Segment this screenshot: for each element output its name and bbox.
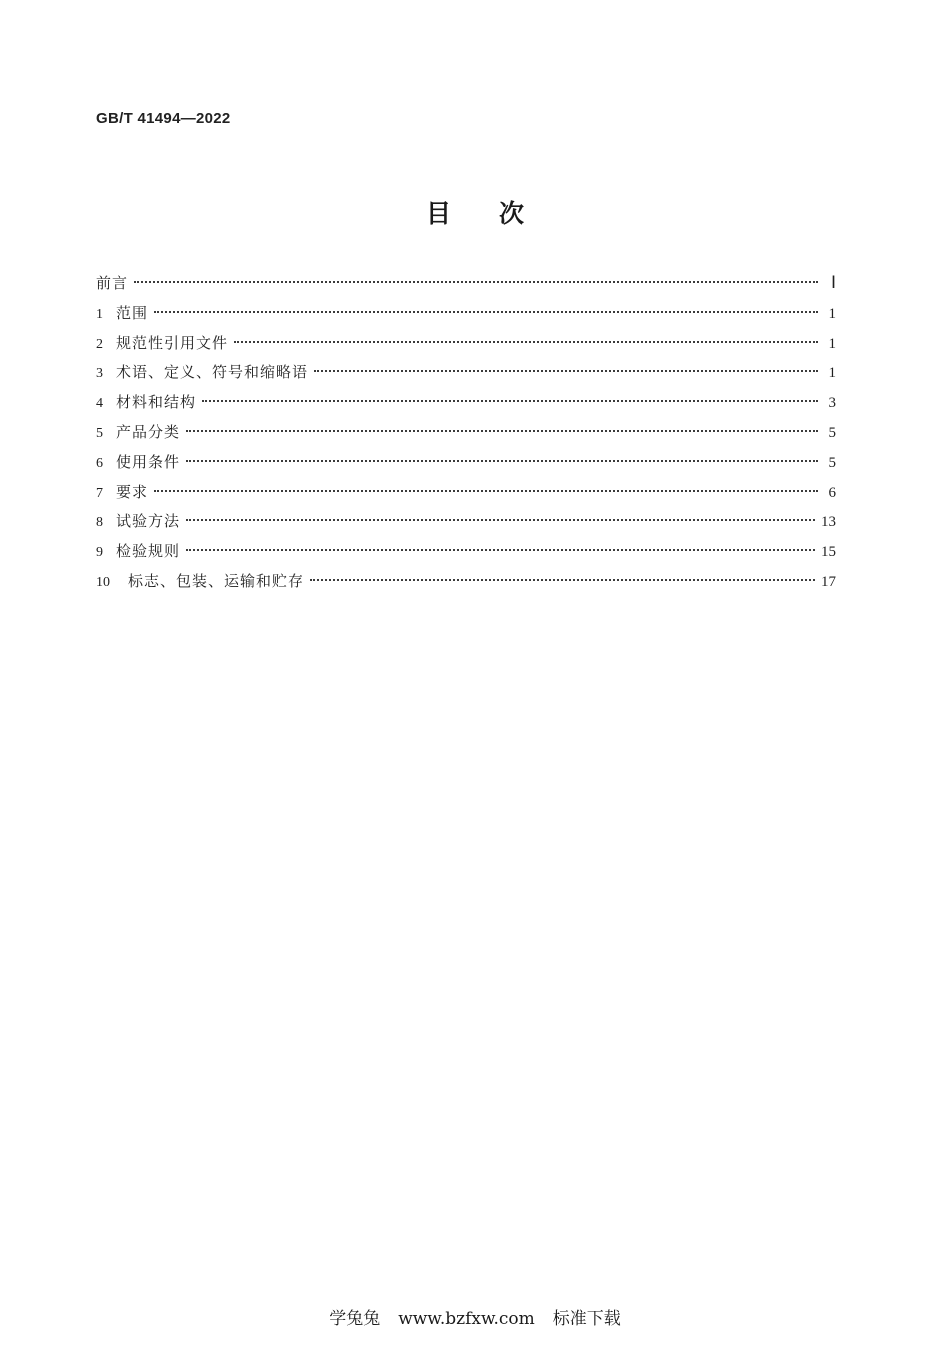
toc-leader-dots bbox=[234, 341, 818, 343]
toc-section-number: 9 bbox=[96, 545, 103, 561]
toc-page-number: 5 bbox=[828, 454, 836, 471]
footer-site-name: 学兔兔 bbox=[329, 1309, 381, 1329]
toc-label: 规范性引用文件 bbox=[116, 333, 229, 352]
toc-page-number: 3 bbox=[828, 395, 836, 412]
toc-leader-dots bbox=[310, 579, 815, 581]
toc-page-number: 15 bbox=[821, 544, 836, 561]
toc-entry-7[interactable] bbox=[96, 481, 836, 511]
toc-entry-1[interactable] bbox=[96, 302, 836, 332]
toc-entry-9[interactable] bbox=[96, 540, 836, 570]
toc-section-number: 8 bbox=[96, 515, 103, 531]
toc-leader-dots bbox=[186, 549, 815, 551]
toc-section-number: 7 bbox=[96, 485, 103, 501]
toc-label: 产品分类 bbox=[116, 422, 181, 441]
toc-entry-4[interactable] bbox=[96, 391, 836, 421]
toc-label: 使用条件 bbox=[116, 452, 181, 471]
toc-entry-2[interactable] bbox=[96, 332, 836, 362]
toc-leader-dots bbox=[134, 281, 818, 283]
toc-entry-8[interactable] bbox=[96, 510, 836, 540]
toc-label: 前言 bbox=[96, 274, 129, 292]
toc-section-number: 5 bbox=[96, 425, 103, 441]
toc-leader-dots bbox=[314, 370, 818, 372]
toc-entry-10[interactable] bbox=[96, 570, 836, 600]
toc-entry-5[interactable] bbox=[96, 421, 836, 451]
toc-label: 标志、包装、运输和贮存 bbox=[128, 571, 305, 590]
standard-code: GB/T 41494—2022 bbox=[96, 110, 231, 127]
toc-page-number: 1 bbox=[828, 365, 836, 382]
toc-label: 试验方法 bbox=[116, 512, 181, 531]
toc-page-number: Ⅰ bbox=[830, 273, 836, 292]
toc-label: 术语、定义、符号和缩略语 bbox=[116, 363, 309, 382]
toc-section-number: 2 bbox=[96, 336, 103, 352]
toc-label: 范围 bbox=[116, 303, 149, 322]
toc-leader-dots bbox=[186, 430, 818, 432]
footer-tagline: 标准下载 bbox=[552, 1309, 621, 1329]
toc-page-number: 5 bbox=[828, 424, 836, 441]
toc-page-number: 1 bbox=[828, 305, 836, 322]
toc-leader-dots bbox=[186, 460, 818, 462]
toc-section-number: 3 bbox=[96, 366, 103, 382]
toc-section-number: 6 bbox=[96, 455, 103, 471]
toc-leader-dots bbox=[202, 400, 818, 402]
toc-leader-dots bbox=[154, 490, 818, 492]
toc-page-number: 17 bbox=[821, 573, 836, 590]
toc-entry-6[interactable] bbox=[96, 451, 836, 481]
toc-section-number: 10 bbox=[96, 574, 110, 590]
toc-label: 检验规则 bbox=[116, 542, 181, 561]
toc-page-number: 13 bbox=[821, 514, 836, 531]
page-footer bbox=[0, 1304, 950, 1329]
toc-label: 要求 bbox=[116, 482, 149, 501]
page-title: 目次 bbox=[425, 199, 572, 228]
toc-leader-dots bbox=[154, 311, 818, 313]
toc-leader-dots bbox=[186, 519, 815, 521]
footer-site-url[interactable]: www.bzfxw.com bbox=[398, 1309, 535, 1329]
toc-section-number: 4 bbox=[96, 396, 103, 412]
toc-entry-3[interactable] bbox=[96, 361, 836, 391]
toc-entry-foreword[interactable] bbox=[96, 272, 836, 302]
toc-page-number: 6 bbox=[828, 484, 836, 501]
table-of-contents bbox=[96, 272, 836, 600]
toc-section-number: 1 bbox=[96, 306, 103, 322]
toc-label: 材料和结构 bbox=[116, 393, 197, 412]
toc-page-number: 1 bbox=[828, 335, 836, 352]
